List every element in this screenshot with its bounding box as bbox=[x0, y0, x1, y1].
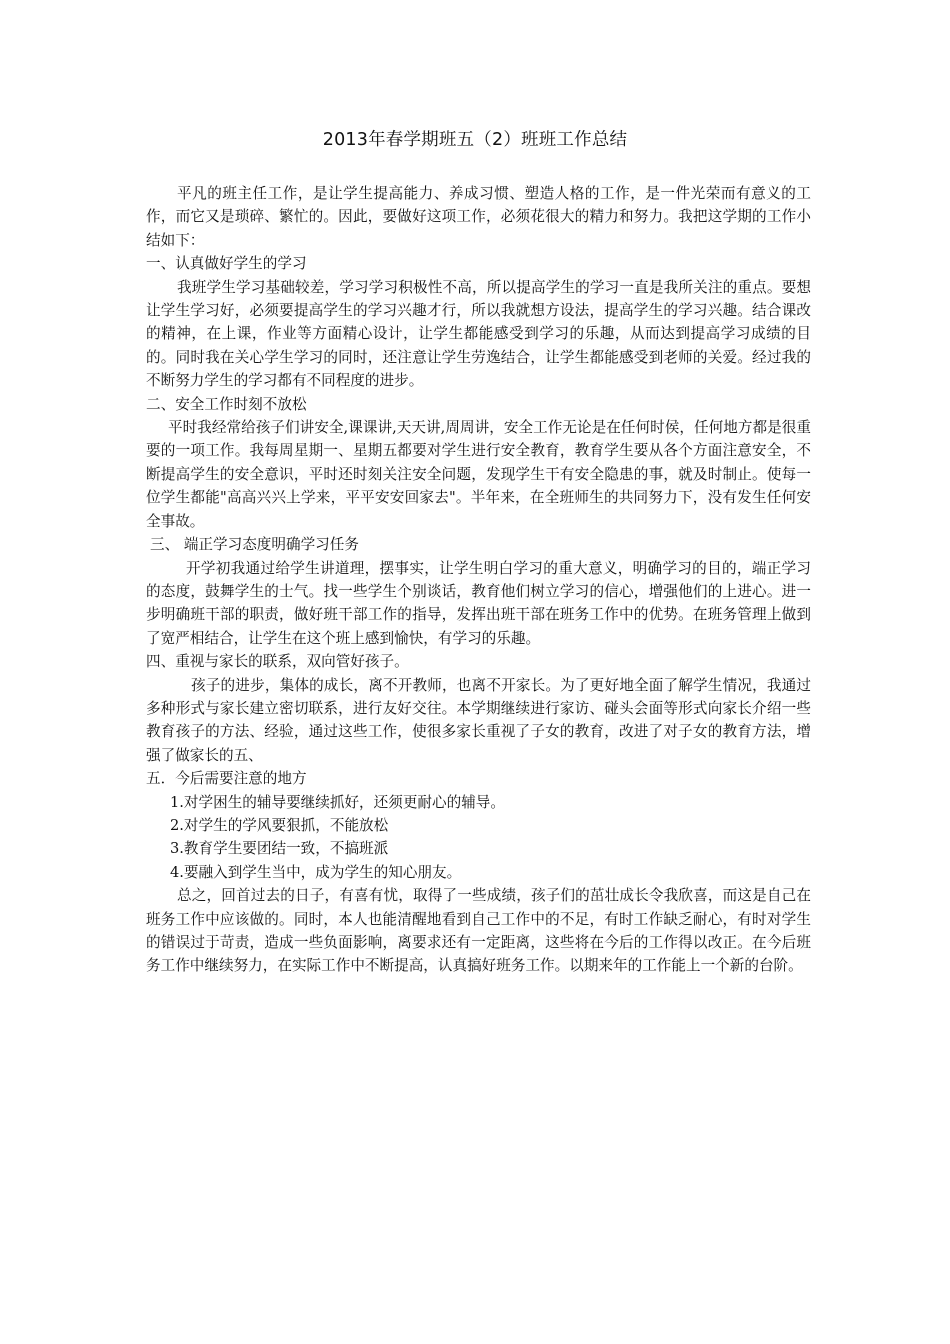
document-body bbox=[146, 182, 811, 978]
section-1-heading: 一、认真做好学生的学习 bbox=[146, 255, 307, 273]
section-2-heading: 二、安全工作时刻不放松 bbox=[146, 395, 307, 413]
section-5-heading: 五．今后需要注意的地方 bbox=[146, 770, 307, 788]
section-1-paragraph: 我班学生学习基础较差，学习学习积极性不高，所以提高学生的学习一直是我所关注的重点。要想让学生学习好，必须要提高学生的学习兴趣才行，所以我就想方设法，提高学生的学习兴趣。结合课改的精神，在上课，作业等方面精心设计，让学生都能感受到学习的乐趣，从而达到提高学习成绩的目的。同时我在关心学生学习的同时，还注意让学生劳逸结合，让学生都能感受到老师的关爱。经过我的不断努力学生的学习都有不同程度的进步。 bbox=[146, 278, 811, 390]
list-item: 1.对学困生的辅导要继续抓好，还须更耐心的辅导。 bbox=[170, 793, 505, 811]
section-2-paragraph: 平时我经常给孩子们讲安全,课课讲,天天讲,周周讲，安全工作无论是在任何时侯，任何地方都是很重要的一项工作。我每周星期一、星期五都要对学生进行安全教育，教育学生要从各个方面注意安全，不断提高学生的安全意识，平时还时刻关注安全问题，发现学生干有安全隐患的事，就及时制止。使每一位学生都能"高高兴兴上学来，平平安安回家去"。半年来，在全班师生的共同努力下，没有发生任何安全事故。 bbox=[146, 419, 811, 530]
section-3-heading: 三、 端正学习态度明确学习任务 bbox=[150, 536, 359, 554]
list-item: 2.对学生的学风要狠抓，不能放松 bbox=[170, 816, 389, 834]
document-title: 2013年春学期班五（2）班班工作总结 bbox=[322, 130, 628, 150]
section-4-paragraph: 孩子的进步，集体的成长，离不开教师，也离不开家长。为了更好地全面了解学生情况，我通过多种形式与家长建立密切联系，进行友好交往。本学期继续进行家访、碰头会面等形式向家长介绍一些教育孩子的方法、经验，通过这些工作，使很多家长重视了子女的教育，改进了对子女的教育方法，增强了做家长的五、 bbox=[146, 676, 811, 764]
list-item: 3.教育学生要团结一致，不搞班派 bbox=[170, 840, 389, 858]
section-4-heading: 四、重视与家长的联系，双向管好孩子。 bbox=[146, 653, 409, 671]
section-3-paragraph: 开学初我通过给学生讲道理，摆事实，让学生明白学习的重大意义，明确学习的目的，端正学习的态度，鼓舞学生的士气。找一些学生个别谈话，教育他们树立学习的信心，增强他们的上进心。进一步明确班干部的职责，做好班干部工作的指导，发挥出班干部在班务工作中的优势。在班务管理上做到了宽严相结合，让学生在这个班上感到愉快，有学习的乐趣。 bbox=[146, 559, 811, 647]
intro-paragraph: 平凡的班主任工作，是让学生提高能力、养成习惯、塑造人格的工作，是一件光荣而有意义的工作，而它又是琐碎、繁忙的。因此，要做好这项工作，必须花很大的精力和努力。我把这学期的工作小结如下： bbox=[146, 185, 811, 249]
list-item: 4.要融入到学生当中，成为学生的知心朋友。 bbox=[170, 863, 462, 881]
conclusion-paragraph: 总之，回首过去的日子，有喜有忧，取得了一些成绩，孩子们的茁壮成长令我欣喜，而这是自己在班务工作中应该做的。同时，本人也能清醒地看到自己工作中的不足，有时工作缺乏耐心，有时对学生的错误过于苛责，造成一些负面影响，离要求还有一定距离，这些将在今后的工作得以改正。在今后班务工作中继续努力，在实际工作中不断提高，认真搞好班务工作。以期来年的工作能上一个新的台阶。 bbox=[146, 887, 811, 975]
